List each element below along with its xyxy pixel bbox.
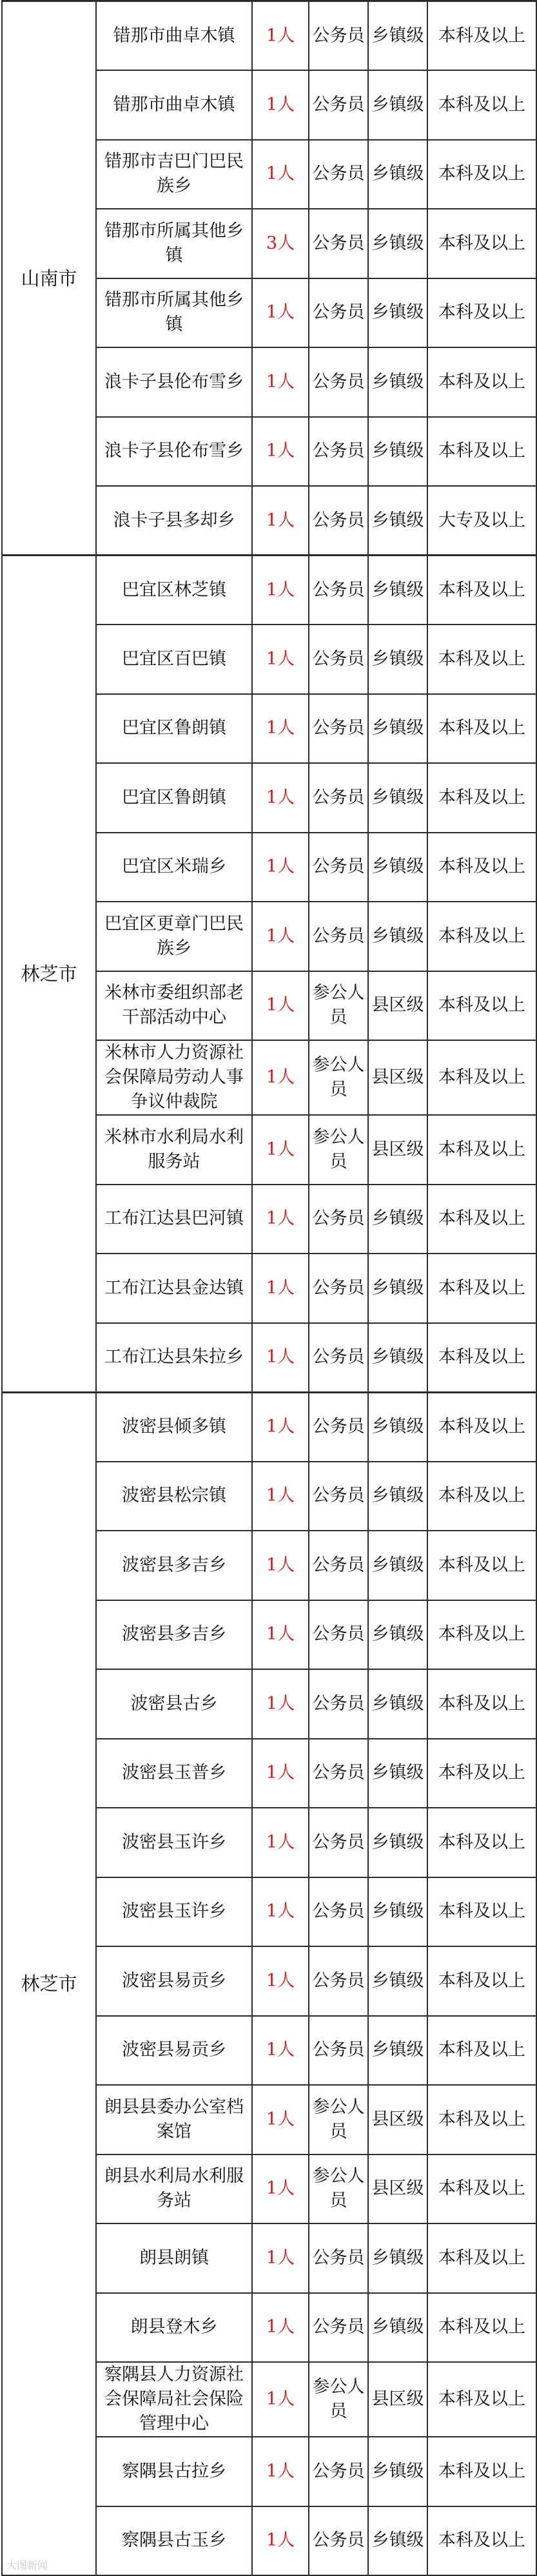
type-cell: 公务员	[309, 2437, 368, 2506]
education-cell: 本科及以上	[427, 140, 536, 209]
unit-cell: 巴宜区林芝镇	[96, 556, 252, 625]
unit-cell: 工布江达县巴河镇	[96, 1185, 252, 1254]
unit-cell: 巴宜区百巴镇	[96, 625, 252, 694]
education-cell: 本科及以上	[427, 971, 536, 1041]
count-cell: 1人	[252, 556, 309, 625]
unit-cell: 浪卡子县伦布雪乡	[96, 417, 252, 487]
type-cell: 参公人员	[309, 1115, 368, 1185]
unit-cell: 巴宜区米瑞乡	[96, 833, 252, 902]
city-cell: 山南市	[2, 1, 96, 556]
count-cell: 1人	[252, 971, 309, 1041]
count-cell: 1人	[252, 1185, 309, 1254]
type-cell: 公务员	[309, 417, 368, 487]
education-cell: 大专及以上	[427, 486, 536, 556]
unit-cell: 巴宜区鲁朗镇	[96, 763, 252, 833]
education-cell: 本科及以上	[427, 417, 536, 487]
type-cell: 参公人员	[309, 2362, 368, 2437]
education-cell: 本科及以上	[427, 1600, 536, 1670]
education-cell: 本科及以上	[427, 763, 536, 833]
unit-cell: 米林市水利局水利服务站	[96, 1115, 252, 1185]
count-cell: 1人	[252, 140, 309, 209]
education-cell: 本科及以上	[427, 1323, 536, 1393]
unit-cell: 朗县水利局水利服务站	[96, 2155, 252, 2224]
count-cell: 1人	[252, 2016, 309, 2086]
unit-cell: 察隅县古玉乡	[96, 2506, 252, 2576]
type-cell: 公务员	[309, 625, 368, 694]
level-cell: 乡镇级	[368, 1808, 427, 1877]
level-cell: 乡镇级	[368, 763, 427, 833]
level-cell: 乡镇级	[368, 1739, 427, 1808]
unit-cell: 巴宜区更章门巴民族乡	[96, 902, 252, 971]
type-cell: 公务员	[309, 1669, 368, 1739]
unit-cell: 波密县易贡乡	[96, 1946, 252, 2016]
count-cell: 1人	[252, 70, 309, 140]
count-cell: 1人	[252, 278, 309, 348]
level-cell: 乡镇级	[368, 2506, 427, 2576]
level-cell: 乡镇级	[368, 1, 427, 71]
level-cell: 乡镇级	[368, 2293, 427, 2363]
count-cell: 1人	[252, 625, 309, 694]
education-cell: 本科及以上	[427, 1254, 536, 1323]
type-cell: 公务员	[309, 278, 368, 348]
level-cell: 乡镇级	[368, 1669, 427, 1739]
education-cell: 本科及以上	[427, 1739, 536, 1808]
count-cell: 1人	[252, 2506, 309, 2576]
education-cell: 本科及以上	[427, 833, 536, 902]
education-cell: 本科及以上	[427, 1185, 536, 1254]
count-cell: 1人	[252, 694, 309, 764]
unit-cell: 波密县多吉乡	[96, 1600, 252, 1670]
type-cell: 公务员	[309, 1877, 368, 1947]
unit-cell: 朗县朗镇	[96, 2223, 252, 2293]
unit-cell: 波密县多吉乡	[96, 1531, 252, 1600]
level-cell: 县区级	[368, 971, 427, 1041]
unit-cell: 错那市所属其他乡镇	[96, 209, 252, 278]
city-cell: 林芝市	[2, 1392, 96, 2575]
count-cell: 1人	[252, 1946, 309, 2016]
education-cell: 本科及以上	[427, 1877, 536, 1947]
type-cell: 参公人员	[309, 2155, 368, 2224]
education-cell: 本科及以上	[427, 2223, 536, 2293]
education-cell: 本科及以上	[427, 2437, 536, 2506]
level-cell: 乡镇级	[368, 1946, 427, 2016]
level-cell: 乡镇级	[368, 2437, 427, 2506]
type-cell: 公务员	[309, 1323, 368, 1393]
count-cell: 1人	[252, 1040, 309, 1115]
type-cell: 公务员	[309, 347, 368, 417]
education-cell: 本科及以上	[427, 2085, 536, 2155]
education-cell: 本科及以上	[427, 625, 536, 694]
level-cell: 县区级	[368, 2155, 427, 2224]
level-cell: 乡镇级	[368, 1600, 427, 1670]
level-cell: 乡镇级	[368, 140, 427, 209]
type-cell: 公务员	[309, 1392, 368, 1462]
type-cell: 公务员	[309, 209, 368, 278]
count-cell: 1人	[252, 1323, 309, 1393]
education-cell: 本科及以上	[427, 1040, 536, 1115]
education-cell: 本科及以上	[427, 1392, 536, 1462]
type-cell: 公务员	[309, 2293, 368, 2363]
level-cell: 乡镇级	[368, 902, 427, 971]
count-cell: 1人	[252, 1877, 309, 1947]
education-cell: 本科及以上	[427, 1462, 536, 1531]
education-cell: 本科及以上	[427, 2362, 536, 2437]
city-cell: 林芝市	[2, 556, 96, 1393]
type-cell: 公务员	[309, 1808, 368, 1877]
education-cell: 本科及以上	[427, 1531, 536, 1600]
education-cell: 本科及以上	[427, 1669, 536, 1739]
education-cell: 本科及以上	[427, 209, 536, 278]
level-cell: 乡镇级	[368, 1254, 427, 1323]
level-cell: 乡镇级	[368, 1531, 427, 1600]
level-cell: 乡镇级	[368, 417, 427, 487]
type-cell: 公务员	[309, 1254, 368, 1323]
unit-cell: 波密县玉许乡	[96, 1877, 252, 1947]
count-cell: 1人	[252, 1600, 309, 1670]
level-cell: 乡镇级	[368, 556, 427, 625]
level-cell: 乡镇级	[368, 1185, 427, 1254]
education-cell: 本科及以上	[427, 2016, 536, 2086]
type-cell: 公务员	[309, 2223, 368, 2293]
unit-cell: 米林市委组织部老干部活动中心	[96, 971, 252, 1041]
unit-cell: 错那市吉巴门巴民族乡	[96, 140, 252, 209]
unit-cell: 米林市人力资源社会保障局劳动人事争议仲裁院	[96, 1040, 252, 1115]
level-cell: 乡镇级	[368, 1392, 427, 1462]
unit-cell: 察隅县古拉乡	[96, 2437, 252, 2506]
count-cell: 1人	[252, 2293, 309, 2363]
unit-cell: 察隅县人力资源社会保障局社会保险管理中心	[96, 2362, 252, 2437]
unit-cell: 浪卡子县伦布雪乡	[96, 347, 252, 417]
education-cell: 本科及以上	[427, 2506, 536, 2576]
education-cell: 本科及以上	[427, 278, 536, 348]
education-cell: 本科及以上	[427, 2293, 536, 2363]
type-cell: 公务员	[309, 763, 368, 833]
count-cell: 1人	[252, 763, 309, 833]
count-cell: 3人	[252, 209, 309, 278]
unit-cell: 浪卡子县多却乡	[96, 486, 252, 556]
count-cell: 1人	[252, 347, 309, 417]
count-cell: 1人	[252, 2362, 309, 2437]
count-cell: 1人	[252, 833, 309, 902]
level-cell: 乡镇级	[368, 278, 427, 348]
count-cell: 1人	[252, 2155, 309, 2224]
unit-cell: 波密县易贡乡	[96, 2016, 252, 2086]
type-cell: 公务员	[309, 1462, 368, 1531]
education-cell: 本科及以上	[427, 70, 536, 140]
count-cell: 1人	[252, 1739, 309, 1808]
count-cell: 1人	[252, 1531, 309, 1600]
count-cell: 1人	[252, 1808, 309, 1877]
type-cell: 公务员	[309, 833, 368, 902]
education-cell: 本科及以上	[427, 1115, 536, 1185]
type-cell: 公务员	[309, 1600, 368, 1670]
table-row	[2, 1, 536, 71]
level-cell: 乡镇级	[368, 1462, 427, 1531]
level-cell: 乡镇级	[368, 2223, 427, 2293]
table-row	[2, 1392, 536, 1462]
count-cell: 1人	[252, 1669, 309, 1739]
type-cell: 参公人员	[309, 2085, 368, 2155]
count-cell: 1人	[252, 1254, 309, 1323]
count-cell: 1人	[252, 1, 309, 71]
unit-cell: 波密县玉普乡	[96, 1739, 252, 1808]
level-cell: 乡镇级	[368, 694, 427, 764]
count-cell: 1人	[252, 2085, 309, 2155]
type-cell: 公务员	[309, 1, 368, 71]
level-cell: 乡镇级	[368, 209, 427, 278]
table-body	[2, 1, 536, 2576]
level-cell: 乡镇级	[368, 347, 427, 417]
education-cell: 本科及以上	[427, 347, 536, 417]
level-cell: 乡镇级	[368, 486, 427, 556]
level-cell: 县区级	[368, 2362, 427, 2437]
table-row	[2, 556, 536, 625]
unit-cell: 错那市所属其他乡镇	[96, 278, 252, 348]
count-cell: 1人	[252, 2223, 309, 2293]
education-cell: 本科及以上	[427, 694, 536, 764]
count-cell: 1人	[252, 1392, 309, 1462]
unit-cell: 工布江达县金达镇	[96, 1254, 252, 1323]
unit-cell: 波密县古乡	[96, 1669, 252, 1739]
count-cell: 1人	[252, 902, 309, 971]
count-cell: 1人	[252, 417, 309, 487]
level-cell: 县区级	[368, 1040, 427, 1115]
education-cell: 本科及以上	[427, 902, 536, 971]
type-cell: 公务员	[309, 694, 368, 764]
education-cell: 本科及以上	[427, 556, 536, 625]
type-cell: 参公人员	[309, 1040, 368, 1115]
level-cell: 乡镇级	[368, 1323, 427, 1393]
level-cell: 乡镇级	[368, 625, 427, 694]
type-cell: 公务员	[309, 902, 368, 971]
count-cell: 1人	[252, 2437, 309, 2506]
unit-cell: 工布江达县朱拉乡	[96, 1323, 252, 1393]
count-cell: 1人	[252, 1115, 309, 1185]
unit-cell: 巴宜区鲁朗镇	[96, 694, 252, 764]
type-cell: 公务员	[309, 140, 368, 209]
unit-cell: 波密县松宗镇	[96, 1462, 252, 1531]
count-cell: 1人	[252, 486, 309, 556]
unit-cell: 朗县登木乡	[96, 2293, 252, 2363]
education-cell: 本科及以上	[427, 1, 536, 71]
education-cell: 本科及以上	[427, 1808, 536, 1877]
type-cell: 公务员	[309, 486, 368, 556]
count-cell: 1人	[252, 1462, 309, 1531]
level-cell: 县区级	[368, 2085, 427, 2155]
unit-cell: 波密县玉许乡	[96, 1808, 252, 1877]
type-cell: 公务员	[309, 556, 368, 625]
type-cell: 公务员	[309, 2016, 368, 2086]
recruitment-table	[1, 0, 537, 2576]
type-cell: 公务员	[309, 2506, 368, 2576]
level-cell: 县区级	[368, 1115, 427, 1185]
education-cell: 本科及以上	[427, 1946, 536, 2016]
level-cell: 乡镇级	[368, 833, 427, 902]
unit-cell: 错那市曲卓木镇	[96, 70, 252, 140]
unit-cell: 朗县县委办公室档案馆	[96, 2085, 252, 2155]
unit-cell: 错那市曲卓木镇	[96, 1, 252, 71]
type-cell: 公务员	[309, 1946, 368, 2016]
type-cell: 参公人员	[309, 971, 368, 1041]
level-cell: 乡镇级	[368, 1877, 427, 1947]
level-cell: 乡镇级	[368, 70, 427, 140]
education-cell: 本科及以上	[427, 2155, 536, 2224]
type-cell: 公务员	[309, 70, 368, 140]
type-cell: 公务员	[309, 1531, 368, 1600]
type-cell: 公务员	[309, 1739, 368, 1808]
watermark: 大图新闻	[6, 2559, 48, 2571]
level-cell: 乡镇级	[368, 2016, 427, 2086]
type-cell: 公务员	[309, 1185, 368, 1254]
unit-cell: 波密县倾多镇	[96, 1392, 252, 1462]
